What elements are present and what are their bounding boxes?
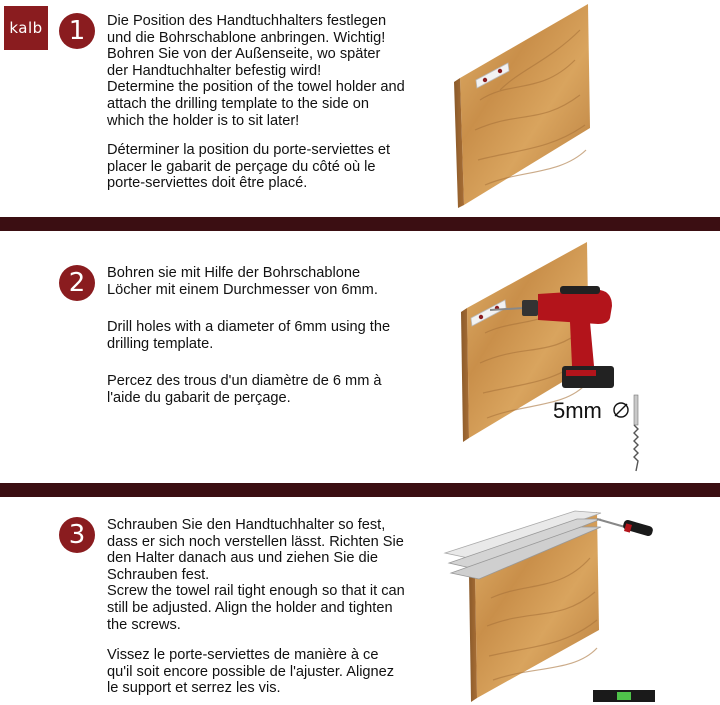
step-number-badge [59,517,95,553]
brand-logo-text: kalb [9,19,43,37]
instruction-french: Percez des trous d'un diamètre de 6 mm à l'aide du gabarit de perçage. [107,373,382,406]
diameter-icon [612,401,630,419]
instruction-german: Die Position des Handtuchhalters festlegen und die Bohrschablone anbringen. Wichtig! Bohren Sie von der Außenseite, wo später der Handtuchhalter befestig wird! [107,13,387,79]
instruction-german: Schrauben Sie den Handtuchhalter so fest, dass er sich noch verstellen lässt. Richten Sie den Halter danach aus und ziehen Sie die Schrauben fest. [107,517,404,583]
screwdriver-icon [597,515,657,537]
step-instructions [107,265,437,407]
brand-logo [4,6,48,50]
instruction-english: Screw the towel rail tight enough so that it can still be adjusted. Align the holder and tighten the screws. [107,583,405,633]
drill-size-label: 5mm [553,398,602,423]
instruction-french: Vissez le porte-serviettes de manière à ce qu'il soit encore possible de l'ajuster. Alignez le support et serrez les vis. [107,647,395,697]
instruction-french: Déterminer la position du porte-serviettes et placer le gabarit de perçage du côté où le porte-serviettes doit être placé. [107,142,391,192]
drill-bit-icon [630,395,642,473]
step-instructions [107,13,437,192]
instruction-english: Drill holes with a diameter of 6mm using the drilling template. [107,319,391,352]
wood-board-illustration [440,0,600,210]
step-number: 1 [68,16,86,46]
cordless-drill-icon [490,284,620,394]
step-number: 2 [68,268,86,298]
towel-rail-icon [445,505,605,585]
step-number: 3 [68,520,86,550]
instruction-english: Determine the position of the towel holder and attach the drilling template to the side on which the holder is to sit later! [107,79,405,129]
section-divider [0,483,720,497]
step-instructions [107,517,437,697]
instruction-german: Bohren sie mit Hilfe der Bohrschablone Löcher mit einem Durchmesser von 6mm. [107,265,378,298]
section-divider [0,217,720,231]
spirit-level-icon [593,688,655,702]
step-number-badge [59,265,95,301]
step-number-badge [59,13,95,49]
